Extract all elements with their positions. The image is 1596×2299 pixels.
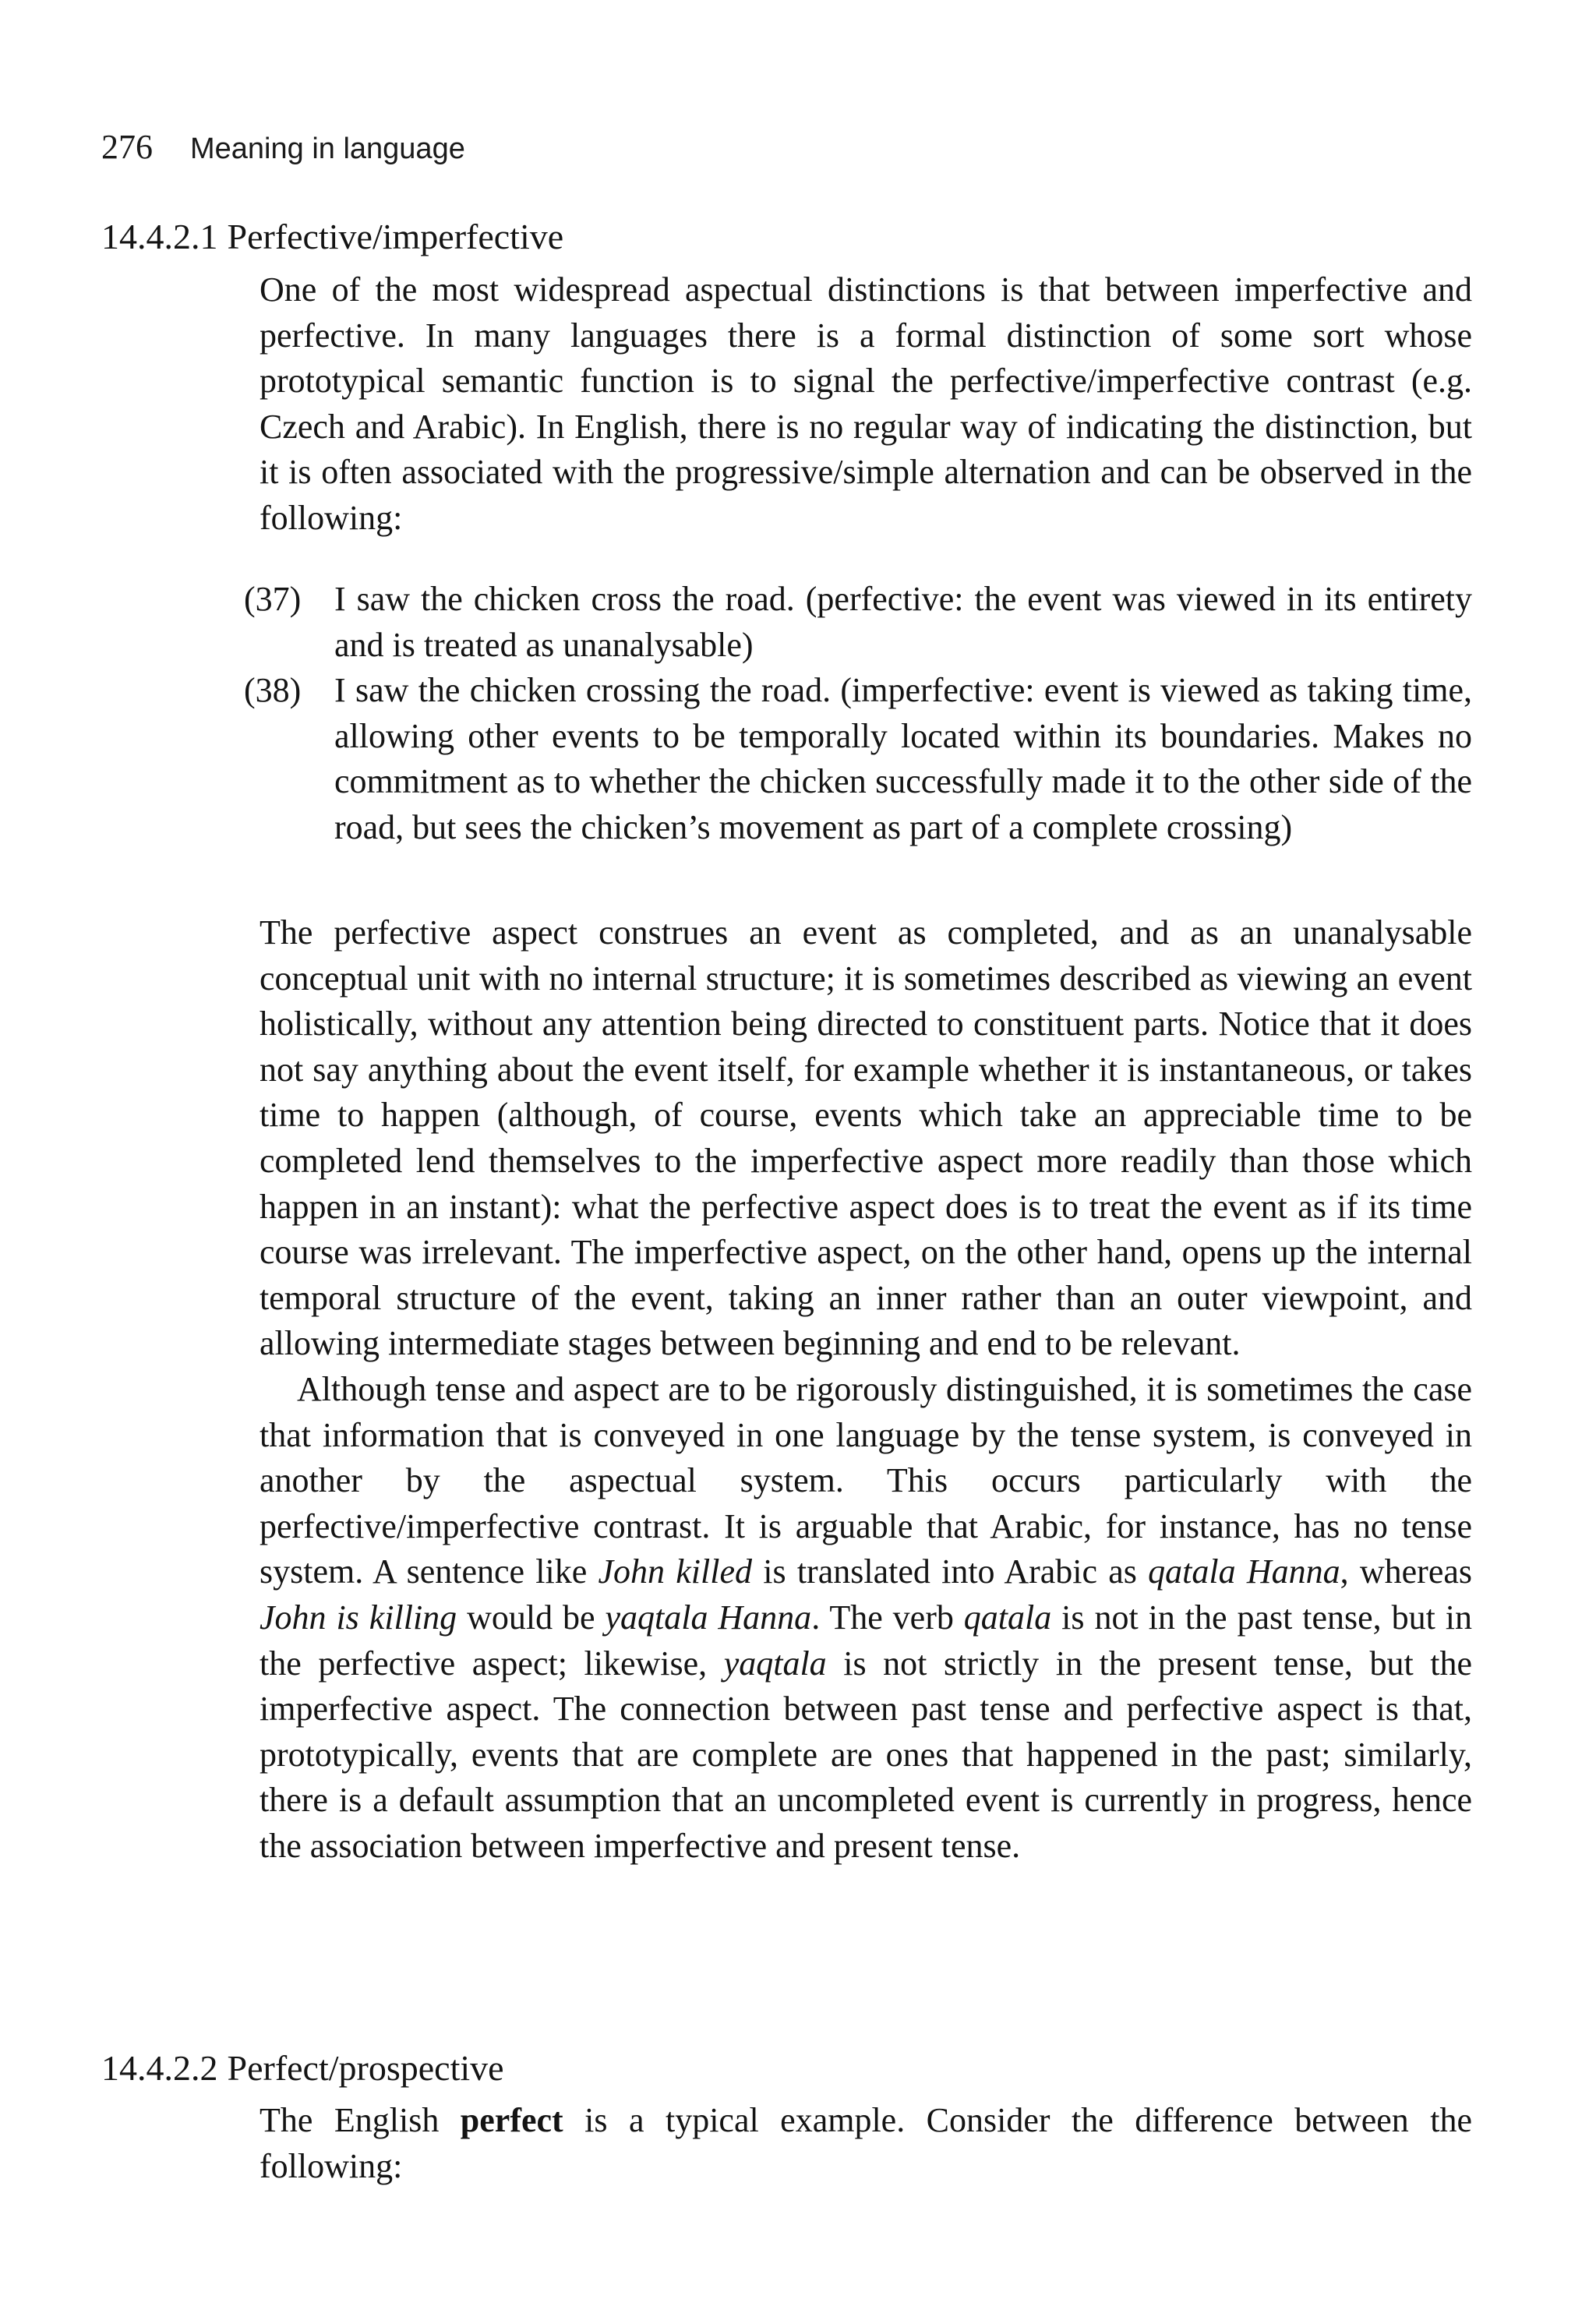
example-number: (37)	[244, 580, 302, 618]
example-list	[244, 577, 1472, 851]
italic-example: qatala	[963, 1598, 1052, 1637]
text-run: would be	[457, 1598, 606, 1637]
perfect-paragraph-block	[260, 2098, 1472, 2189]
text-run: is a typical example. Consider the difference between the following:	[260, 2101, 1473, 2185]
example-text: I saw the chicken crossing the road. (imperfective: event is viewed as taking time, allowing other events to be temporally located within its boundaries. Makes no commitment as to whether the chicken successfully made it to the other side of the road, but sees the chicken’s movement as part of a complete crossing)	[334, 671, 1472, 846]
italic-example: John killed	[598, 1552, 753, 1591]
text-run: , whereas	[1340, 1552, 1473, 1591]
text-run: is not strictly in the present tense, but the imperfective aspect. The connection between past tense and perfective aspect is that, prototypically, events that are complete are ones that happened in the past; similarly, there is a default assumption that an uncompleted event is currently in progress, hence the association between imperfective and present tense.	[260, 1644, 1473, 1865]
section-title: Perfect/prospective	[227, 2048, 504, 2088]
section-heading-perfect-prospective	[101, 2046, 504, 2091]
text-run: . The verb	[811, 1598, 964, 1637]
section-title: Perfective/imperfective	[227, 217, 564, 256]
text-run: The English	[260, 2101, 461, 2139]
text-run: Although tense and aspect are to be rigorously distinguished, it is sometimes the case that information that is conveyed in one language by the tense system, is conveyed in another by the aspectual system. This occurs particularly with the perfective/imperfective contrast. It is arguable that Arabic, for instance, has no tense system. A sentence like	[260, 1369, 1472, 1591]
section-number: 14.4.2.1	[101, 217, 218, 256]
example-text: I saw the chicken cross the road. (perfective: the event was viewed in its entirety and is treated as unanalysable)	[334, 580, 1472, 664]
bold-term: perfect	[460, 2101, 563, 2139]
discussion-block	[260, 910, 1472, 1869]
page-number: 276	[101, 128, 153, 166]
section-number: 14.4.2.2	[101, 2048, 218, 2088]
italic-example: qatala Hanna	[1148, 1552, 1340, 1591]
example-37	[244, 577, 1472, 668]
paragraph-tense-and-aspect	[260, 1367, 1472, 1870]
text-run: is translated into Arabic as	[752, 1552, 1149, 1591]
italic-example: John is killing	[260, 1598, 457, 1637]
paragraph-perfective-aspect: The perfective aspect construes an event as completed, and as an unanalysable conceptual unit with no internal structure; it is sometimes described as viewing an event holistically, without any attention being directed to constituent parts. Notice that it does not say anything about the event itself, for example whether it is instantaneous, or takes time to happen (although, of course, events which take an appreciable time to be completed lend themselves to the imperfective aspect more readily than those which happen in an instant): what the perfective aspect does is to treat the event as if its time course was irrelevant. The imperfective aspect, on the other hand, opens up the internal temporal structure of the event, taking an inner rather than an outer viewpoint, and allowing intermediate stages between beginning and end to be relevant.	[260, 913, 1472, 1363]
running-head-title: Meaning in language	[190, 132, 465, 165]
example-38	[244, 668, 1472, 850]
italic-example: yaqtala Hanna	[605, 1598, 812, 1637]
section-heading-perfective-imperfective	[101, 214, 563, 260]
intro-paragraph: One of the most widespread aspectual distinctions is that between imperfective and perfective. In many languages there is a formal distinction of some sort whose prototypical semantic function is to signal the perfective/​imperfective contrast (e.g. Czech and Arabic). In English, there is no regular way of indicating the distinction, but it is often associated with the progressive/simple alternation and can be observed in the following:	[260, 270, 1472, 537]
intro-paragraph-block	[260, 267, 1472, 542]
running-head	[101, 129, 465, 168]
text-run: is not in the past tense, but in the perfective aspect; likewise,	[260, 1598, 1472, 1683]
example-number: (38)	[244, 671, 302, 710]
paragraph-perfect	[260, 2098, 1472, 2189]
italic-example: yaqtala	[723, 1644, 827, 1683]
